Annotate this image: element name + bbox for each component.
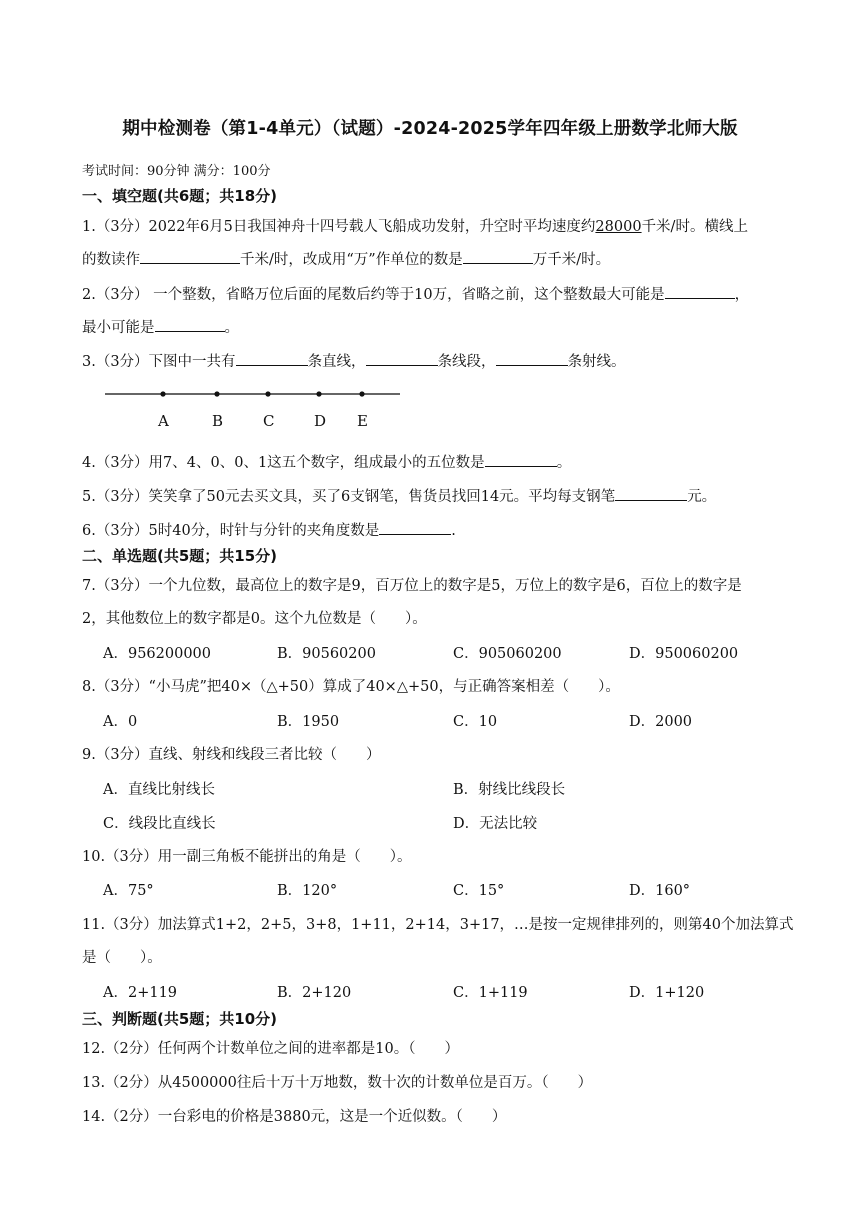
question-10-option-a[interactable]: A．75° [103,883,154,899]
answer-blank[interactable] [485,452,557,467]
question-11-option-c[interactable]: C．1+119 [453,985,528,1001]
question-14: 14.（2分）一台彩电的价格是3880元，这是一个近似数。（ ） [82,1109,507,1125]
answer-blank[interactable] [366,351,438,366]
section-heading-single-choice: 二、单选题(共5题；共15分) [82,547,278,565]
question-10-option-d[interactable]: D．160° [629,883,691,899]
question-9-option-b[interactable]: B．射线比线段长 [453,782,566,798]
question-9: 9.（3分）直线、射线和线段三者比较（ ） [82,747,381,763]
question-10-option-b[interactable]: B．120° [277,883,338,899]
point-b [214,391,219,396]
answer-blank[interactable] [155,317,225,332]
question-11-option-d[interactable]: D．1+120 [629,985,705,1001]
underlined-number: 28000 [595,219,642,235]
question-8: 8.（3分）“小马虎”把40×（△+50）算成了40×△+50，与正确答案相差（ ）。 [82,679,620,695]
question-7-option-a[interactable]: A．956200000 [103,646,211,662]
question-10: 10.（3分）用一副三角板不能拼出的角是（ ）。 [82,849,412,865]
point-label-d: D [314,412,327,430]
question-11-line-1: 11.（3分）加法算式1+2，2+5，3+8，1+11，2+14，3+17，…是按一定规律排列的，则第40个加法算式 [82,917,794,933]
question-11-option-a[interactable]: A．2+119 [103,985,178,1001]
question-12: 12.（2分）任何两个计数单位之间的进率都是10。（ ） [82,1041,459,1057]
question-9-option-d[interactable]: D．无法比较 [453,816,538,832]
question-2-line-2: 最小可能是 。 [82,316,239,337]
question-11-option-b[interactable]: B．2+120 [277,985,352,1001]
point-c [265,391,270,396]
question-7-option-b[interactable]: B．90560200 [277,646,376,662]
question-11-line-2: 是（ ）。 [82,950,162,966]
question-8-option-b[interactable]: B．1950 [277,714,340,730]
question-3: 3.（3分）下图中一共有 条直线， 条线段， 条射线。 [82,350,626,371]
answer-blank[interactable] [140,249,240,264]
answer-blank[interactable] [496,351,568,366]
question-7-line-1: 7.（3分）一个九位数，最高位上的数字是9，百万位上的数字是5，万位上的数字是6，百位上的数字是 [82,578,742,594]
answer-blank[interactable] [615,486,687,501]
question-5: 5.（3分）笑笑拿了50元去买文具，买了6支钢笔，售货员找回14元。平均每支钢笔 元。 [82,485,716,506]
question-4: 4.（3分）用7、4、0、0、1这五个数字，组成最小的五位数是 。 [82,451,571,472]
point-label-b: B [212,412,224,430]
question-9-option-a[interactable]: A．直线比射线长 [103,782,215,798]
question-10-option-c[interactable]: C．15° [453,883,505,899]
answer-blank[interactable] [665,284,735,299]
question-8-option-c[interactable]: C．10 [453,714,498,730]
question-8-option-a[interactable]: A．0 [103,714,138,730]
section-heading-fill-in: 一、填空题(共6题；共18分) [82,187,278,205]
question-8-option-d[interactable]: D．2000 [629,714,693,730]
question-7-line-2: 2，其他数位上的数字都是0。这个九位数是（ ）。 [82,611,427,627]
question-6: 6.（3分）5时40分，时针与分针的夹角度数是 . [82,519,456,540]
question-2-line-1: 2.（3分） 一个整数，省略万位后面的尾数后约等于10万，省略之前，这个整数最大可能是 ， [82,283,749,304]
line-figure-svg [100,382,410,412]
question-9-option-c[interactable]: C．线段比直线长 [103,816,216,832]
section-heading-true-false: 三、判断题(共5题；共10分) [82,1010,278,1028]
point-a [160,391,165,396]
question-7-option-d[interactable]: D．950060200 [629,646,739,662]
point-label-a: A [158,412,169,430]
point-e [359,391,364,396]
answer-blank[interactable] [463,249,533,264]
question-13: 13.（2分）从4500000往后十万十万地数，数十次的计数单位是百万。（ ） [82,1075,593,1091]
answer-blank[interactable] [236,351,308,366]
point-label-c: C [263,412,275,430]
question-1-line-2: 的数读作 千米/时，改成用“万”作单位的数是 万千米/时。 [82,248,610,269]
point-label-e: E [357,412,368,430]
page-title: 期中检测卷（第1-4单元）（试题）-2024-2025学年四年级上册数学北师大版 [122,119,738,139]
question-1-line-1: 1.（3分）2022年6月5日我国神舟十四号载人飞船成功发射，升空时平均速度约28000千米/时。横线上 [82,219,748,235]
answer-blank[interactable] [379,520,451,535]
point-d [316,391,321,396]
exam-meta: 考试时间：90分钟 满分：100分 [82,164,271,179]
question-7-option-c[interactable]: C．905060200 [453,646,562,662]
line-figure [100,382,410,432]
